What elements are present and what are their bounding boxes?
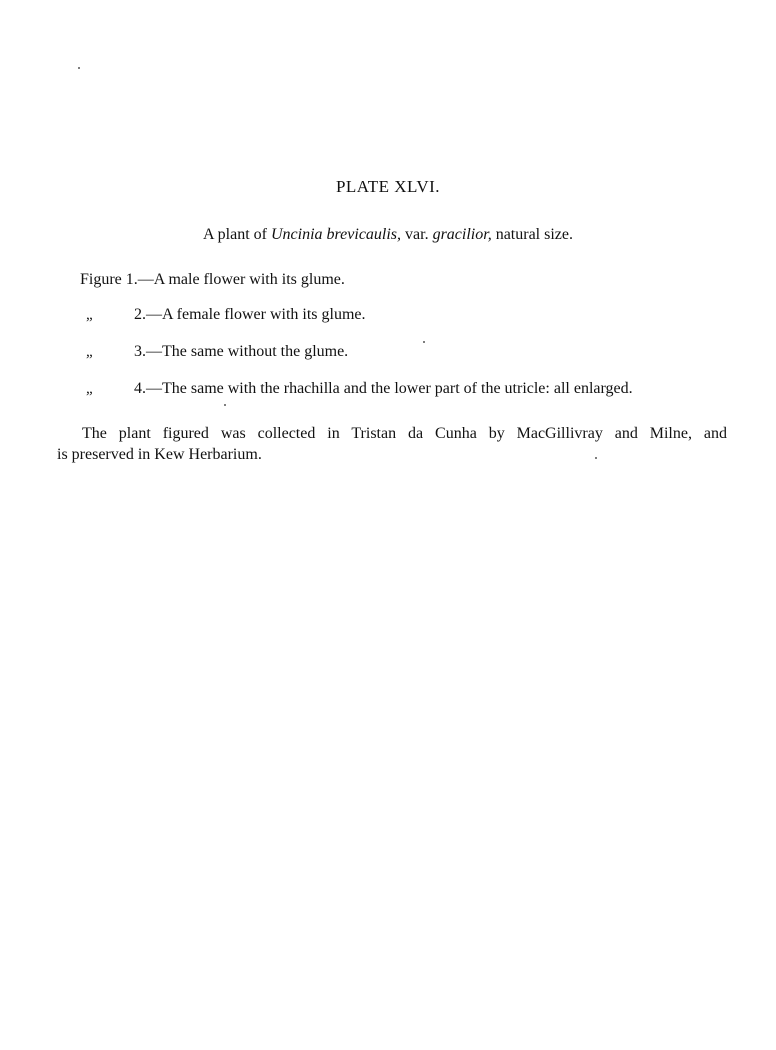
collection-note — [57, 423, 727, 465]
figure-text: 2.—A female flower with its glume. — [134, 306, 366, 323]
plate-title: PLATE XLVI. — [335, 177, 441, 196]
caption-mid: var. — [401, 226, 433, 243]
note-line-1: The plant figured was collected in Tristan da Cunha by MacGillivray and Milne, and — [82, 425, 727, 442]
ditto-mark: „ — [86, 344, 93, 360]
figure-prefix: Figure — [80, 271, 126, 288]
scan-speck — [423, 341, 425, 343]
figure-text: 3.—The same without the glume. — [134, 343, 349, 360]
figure-line-4 — [86, 380, 633, 398]
figure-text: 4.—The same with the rhachilla and the lower part of the utricle: all enlarged. — [134, 380, 633, 397]
scan-speck — [595, 457, 597, 459]
caption-suffix: natural size. — [491, 226, 573, 243]
caption-variety: gracilior, — [432, 226, 492, 243]
note-line-2: is preserved in Kew Herbarium. — [57, 446, 262, 463]
scan-speck — [78, 67, 80, 69]
caption-prefix: A plant of — [202, 226, 271, 243]
ditto-mark: „ — [86, 307, 93, 323]
plate-caption — [0, 226, 776, 244]
caption-species: Uncinia brevicaulis, — [270, 226, 402, 243]
scan-speck — [224, 404, 226, 406]
figure-line-3 — [86, 343, 348, 361]
ditto-mark: „ — [86, 381, 93, 397]
figure-text: 1.—A male flower with its glume. — [125, 271, 345, 288]
figure-line-2 — [86, 306, 366, 324]
figure-line-1 — [80, 271, 345, 289]
